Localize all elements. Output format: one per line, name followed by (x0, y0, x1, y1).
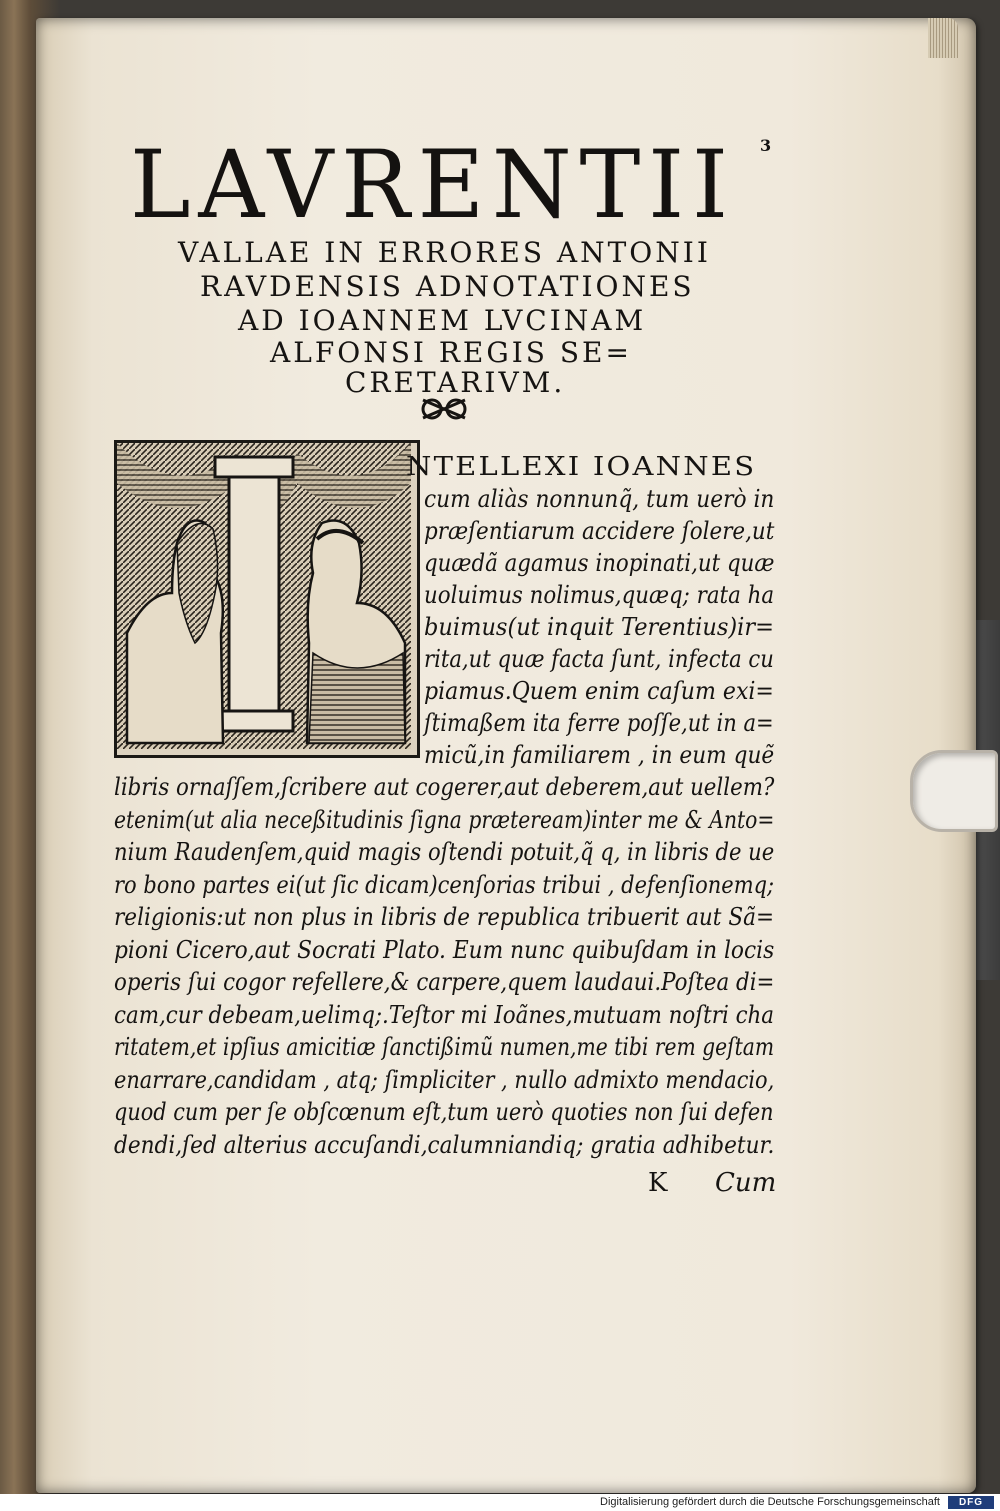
body-line: dendi,ſed alterius accuſandi,calumniandiq; gratia adhibetur. (114, 1129, 775, 1159)
dfg-logo: DFG (948, 1496, 994, 1509)
subtitle-line-2: RAVDENSIS ADNOTATIONES (200, 270, 695, 303)
body-line-indented: cum aliàs nonnunq̃, tum uerò in (424, 484, 775, 513)
body-line: nium Raudenſem,quid magis oſtendi potuit,q̃ q, in libris de ue (114, 837, 775, 866)
body-line: enarrare,candidam , atq; ſimpliciter , nullo admixto mendacio, (114, 1064, 775, 1094)
signature-mark: 3 (760, 136, 772, 155)
body-line-indented: buimus(ut inquit Terentius)ir= (424, 612, 774, 641)
catchword: Cum (715, 1168, 777, 1198)
body-line-indented: uoluimus nolimus,quæq; rata ha (424, 580, 775, 609)
body-line: ro bono partes ei(ut ſic dicam)cenſorias tribui , defenſionemq; (114, 869, 775, 899)
footer-credit: Digitalisierung gefördert durch die Deutsche Forschungsgemeinschaft (600, 1496, 940, 1508)
body-line: etenim(ut alia neceßitudinis ſigna præteream)inter me & Anto= (114, 804, 775, 834)
knot-ornament-icon (420, 396, 468, 422)
body-line-indented: ſtimaßem ita ferre poſſe,ut in a= (424, 708, 774, 737)
body-first-line: NTELLEXI IOANNES (405, 452, 757, 482)
subtitle-line-4: ALFONSI REGIS SE= (270, 336, 632, 369)
body-line-indented: quædã agamus inopinati,ut quæ (424, 548, 775, 577)
page-edges (928, 18, 958, 58)
woodcut-initial-I (114, 440, 420, 758)
body-line-indented: micũ,in familiarem , in eum quẽ (424, 740, 775, 769)
body-line: ritatem,et ipſius amicitiæ ſanctißimũ numen,me tibi rem geſtam (114, 1032, 775, 1061)
body-line: cam,cur debeam,uelimq;.Teſtor mi Ioãnes,mutuam noſtri cha (114, 999, 775, 1029)
subtitle-line-5: CRETARIVM. (345, 366, 566, 399)
body-line: religionis:ut non plus in libris de republica tribuerit aut Sã= (114, 902, 775, 931)
body-line: quod cum per ſe obſcœnum eſt,tum uerò quoties non ſui defen (114, 1097, 774, 1126)
body-line: operis ſui cogor refellere,& carpere,quem laudaui.Poſtea di= (114, 967, 775, 996)
body-line: libris ornaſſem,ſcribere aut cogerer,aut deberem,aut uellem? (114, 772, 775, 801)
subtitle-line-1: VALLAE IN ERRORES ANTONII (178, 236, 711, 269)
body-line-indented: rita,ut quæ facta ſunt, infecta cu (424, 644, 774, 673)
page-clip (910, 750, 998, 832)
signature-letter: K (648, 1168, 668, 1198)
subtitle-line-3: AD IOANNEM LVCINAM (238, 304, 647, 337)
body-line: pioni Cicero,aut Socrati Plato. Eum nunc quibuſdam in locis (114, 934, 775, 964)
body-line-indented: præſentiarum accidere ſolere,ut (424, 516, 775, 545)
body-line-indented: piamus.Quem enim caſum exi= (424, 676, 774, 705)
woodcut-portraits-icon (117, 443, 411, 749)
page-title: LAVRENTII (130, 131, 736, 240)
